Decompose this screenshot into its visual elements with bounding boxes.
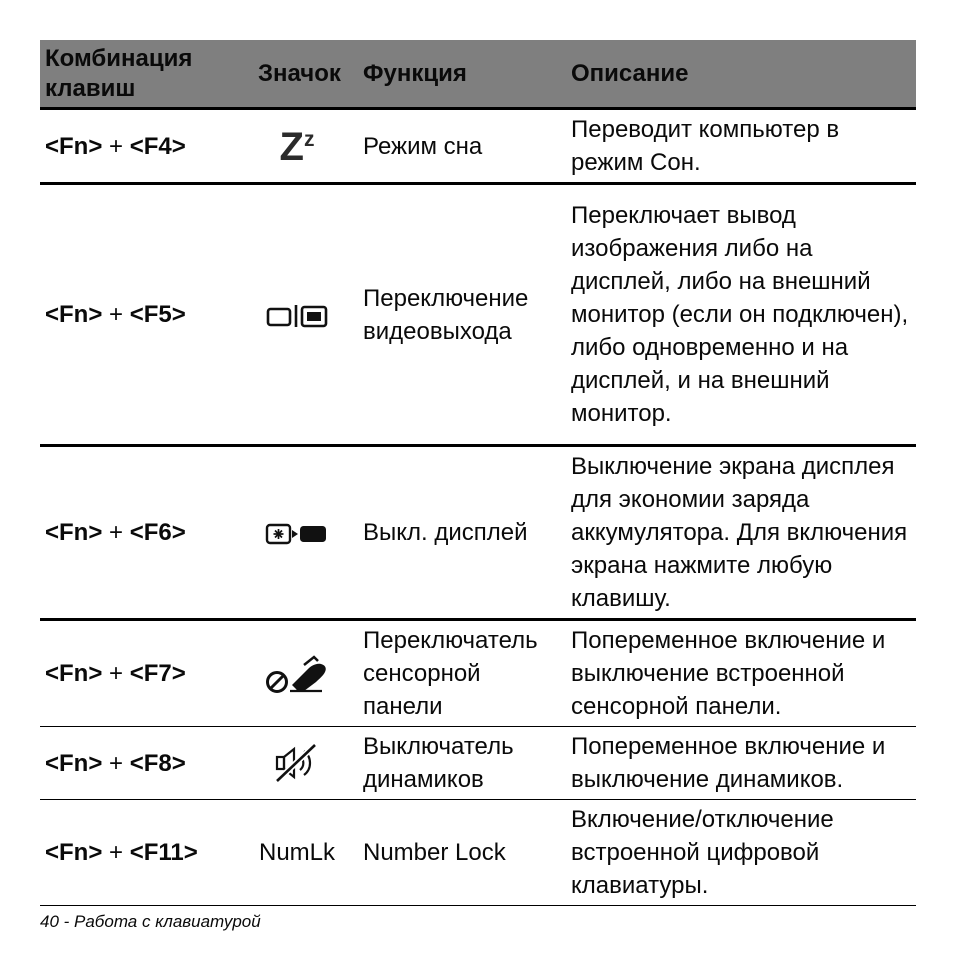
- description-cell: Переключает вывод изображения либо на дисплей, либо на внешний монитор (если он подключен), либо одновременно и на дисплей, и на внешний монитор.: [566, 184, 916, 446]
- key-f4: <F4>: [129, 132, 186, 160]
- function-cell: Переключатель сенсорной панели: [358, 620, 566, 727]
- function-cell: Выключатель динамиков: [358, 727, 566, 800]
- combo-cell: <Fn> + <F8>: [40, 727, 253, 800]
- icon-cell: [253, 800, 358, 906]
- header-description: Описание: [566, 40, 916, 109]
- icon-cell: [253, 620, 358, 727]
- description-cell: Попеременное включение и выключение динамиков.: [566, 727, 916, 800]
- sleep-icon: Zz: [279, 125, 315, 169]
- touchpad-toggle-icon: [264, 653, 330, 695]
- hotkey-table: [40, 40, 916, 906]
- display-switch-icon: [266, 302, 328, 330]
- numlk-label: NumLk: [258, 839, 336, 866]
- function-cell: Выкл. дисплей: [358, 446, 566, 620]
- table-header-row: [40, 40, 916, 109]
- icon-cell: [253, 184, 358, 446]
- combo-cell: <Fn> + <F4>: [40, 109, 253, 184]
- key-f6: <F6>: [129, 519, 186, 546]
- key-f7: <F7>: [129, 660, 186, 687]
- combo-cell: <Fn> + <F7>: [40, 620, 253, 727]
- function-cell: Режим сна: [358, 109, 566, 184]
- display-off-icon: [265, 521, 329, 547]
- key-fn: <Fn>: [45, 519, 103, 546]
- description-cell: Включение/отключение встроенной цифровой клавиатуры.: [566, 800, 916, 906]
- combo-cell: <Fn> + <F6>: [40, 446, 253, 620]
- function-cell: Number Lock: [358, 800, 566, 906]
- key-fn: <Fn>: [45, 839, 103, 866]
- combo-cell: <Fn> + <F5>: [40, 184, 253, 446]
- key-fn: <Fn>: [45, 132, 103, 160]
- combo-cell: <Fn> + <F11>: [40, 800, 253, 906]
- key-f5: <F5>: [129, 301, 186, 328]
- key-fn: <Fn>: [45, 301, 103, 328]
- icon-cell: [253, 727, 358, 800]
- page-footer: 40 - Работа с клавиатурой: [40, 912, 261, 931]
- function-cell: Переключение видеовыхода: [358, 184, 566, 446]
- description-cell: Переводит компьютер в режим Сон.: [566, 109, 916, 184]
- header-icon: Значок: [253, 40, 358, 109]
- table-row-f6: [40, 446, 916, 620]
- table-row-f5: [40, 184, 916, 446]
- key-f11: <F11>: [129, 839, 198, 866]
- speaker-mute-icon: [273, 742, 321, 784]
- table-row-f11: [40, 800, 916, 906]
- key-fn: <Fn>: [45, 660, 103, 687]
- key-fn: <Fn>: [45, 749, 103, 777]
- key-f8: <F8>: [129, 749, 186, 777]
- table-row-f8: [40, 727, 916, 800]
- table-row-f7: [40, 620, 916, 727]
- icon-cell: [253, 446, 358, 620]
- table-row-f4: [40, 109, 916, 184]
- description-cell: Выключение экрана дисплея для экономии заряда аккумулятора. Для включения экрана нажмите любую клавишу.: [566, 446, 916, 620]
- icon-cell: [253, 109, 358, 184]
- header-combo: Комбинация клавиш: [40, 40, 253, 109]
- description-cell: Попеременное включение и выключение встроенной сенсорной панели.: [566, 620, 916, 727]
- header-function: Функция: [358, 40, 566, 109]
